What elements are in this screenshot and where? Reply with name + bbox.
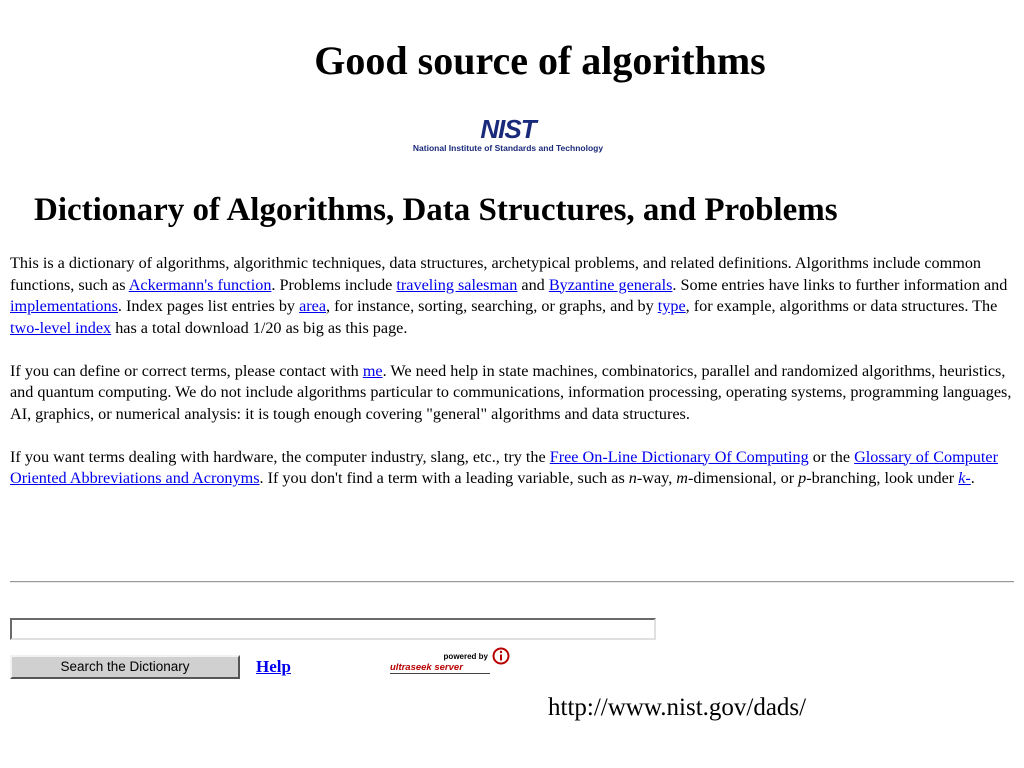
search-input[interactable] — [10, 618, 656, 640]
search-dictionary-button[interactable]: Search the Dictionary — [10, 655, 240, 679]
link-traveling-salesman[interactable]: traveling salesman — [396, 275, 518, 294]
text: , for instance, sorting, searching, or graphs, and by — [326, 297, 658, 315]
ultraseek-brand: ultraseek server — [390, 662, 463, 673]
text: If you want terms dealing with hardware, the computer industry, slang, etc., try the — [10, 447, 550, 466]
variable-n: n — [628, 469, 637, 487]
contribute-paragraph — [10, 361, 1018, 426]
variable-k: k — [958, 469, 966, 487]
help-link[interactable]: Help — [256, 657, 291, 676]
text: -way, — [636, 469, 677, 487]
link-byzantine-generals[interactable]: Byzantine generals — [548, 275, 673, 294]
link-foldoc[interactable]: Free On-Line Dictionary Of Computing — [549, 447, 809, 466]
text: . — [970, 469, 975, 487]
powered-by-label: powered by — [443, 652, 488, 661]
nist-logo-subtitle: National Institute of Standards and Technology — [412, 143, 604, 153]
variable-p: p — [798, 469, 807, 487]
text: This is a dictionary of algorithms, algorithmic techniques, data structures, archetypical problems, and related definitions. Algorithms include common functions, such as — [10, 254, 982, 294]
nist-logo-mark: NIST — [480, 114, 536, 144]
slide-title: Good source of algorithms — [314, 38, 766, 83]
source-url: http://www.nist.gov/dads/ — [548, 694, 807, 721]
text: . If you don't find a term with a leading variable, such as — [259, 469, 629, 487]
variable-m: m — [676, 469, 688, 487]
text: . We need help in state machines, combinatorics, parallel and randomized algorithms, heuristics, and quantum computing. We do not include algorithms particular to communications, information processing, operating systems, programming languages, AI, graphics, or numerical analysis: it is tough enough covering "general" algorithms and data structures. — [10, 361, 1012, 423]
page-content — [10, 253, 1018, 511]
nist-logo[interactable] — [388, 116, 628, 158]
link-two-level-index[interactable]: two-level index — [10, 318, 112, 337]
text: -dimensional, or — [688, 469, 799, 487]
link-ackermanns-function[interactable]: Ackermann's function — [128, 275, 272, 294]
info-icon — [492, 647, 510, 665]
text: . Problems include — [271, 275, 397, 294]
text: -branching, look under — [806, 469, 959, 487]
text: or the — [808, 447, 855, 466]
link-implementations[interactable]: implementations — [10, 297, 118, 315]
other-resources-paragraph — [10, 447, 1018, 490]
page-title: Dictionary of Algorithms, Data Structures, and Problems — [34, 192, 838, 228]
link-type[interactable]: type — [657, 297, 686, 315]
text: has a total download 1/20 as big as this page. — [111, 318, 408, 337]
ultraseek-badge[interactable] — [390, 646, 512, 678]
link-k-suffix: - — [965, 469, 971, 487]
horizontal-divider — [10, 581, 1014, 583]
text: If you can define or correct terms, please contact with — [10, 361, 363, 380]
link-area[interactable]: area — [299, 297, 327, 315]
link-contact-me[interactable]: me — [362, 361, 383, 380]
text: . Index pages list entries by — [117, 297, 300, 315]
text: , for example, algorithms or data structures. The — [685, 297, 998, 315]
text: . Some entries have links to further information and — [672, 275, 1008, 294]
intro-paragraph — [10, 253, 1018, 339]
text: and — [517, 275, 549, 294]
badge-underline — [390, 673, 490, 674]
link-glossary-acronyms[interactable]: Glossary of Computer Oriented Abbreviations and Acronyms — [10, 447, 998, 487]
link-k-entries[interactable] — [958, 469, 971, 487]
